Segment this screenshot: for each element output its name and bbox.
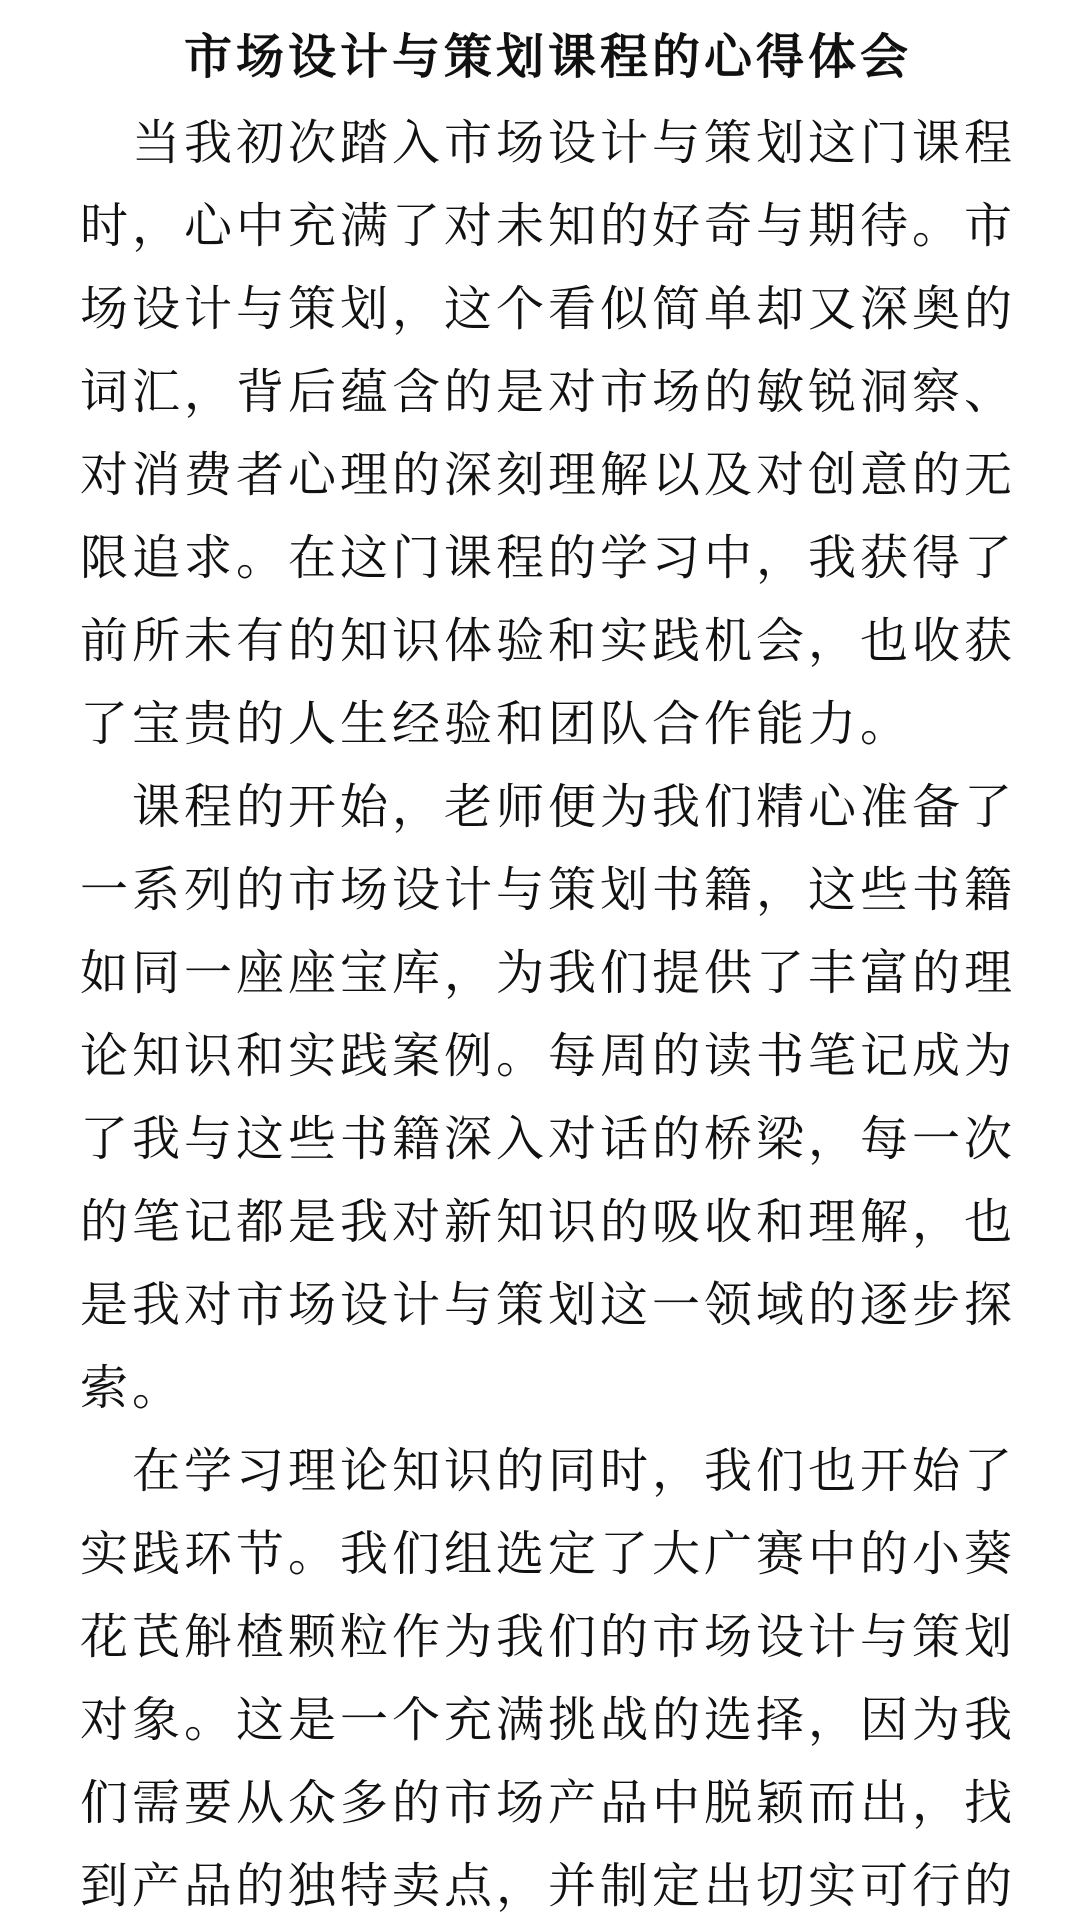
- paragraph-line: 实践环节。我们组选定了大广赛中的小葵: [80, 1526, 1016, 1582]
- paragraph-1: [80, 102, 1016, 766]
- paragraph-line: 了宝贵的人生经验和团队合作能力。: [80, 696, 913, 752]
- paragraph-line: 词汇，背后蕴含的是对市场的敏锐洞察、: [80, 364, 1016, 420]
- paragraph-line: 如同一座座宝库，为我们提供了丰富的理: [80, 945, 1016, 1001]
- paragraph-line: 场设计与策划，这个看似简单却又深奥的: [80, 281, 1016, 337]
- paragraph-line: 前所未有的知识体验和实践机会，也收获: [80, 613, 1016, 669]
- paragraph-line: 当我初次踏入市场设计与策划这门课程: [80, 115, 1016, 171]
- paragraph-line: 们需要从众多的市场产品中脱颖而出，找: [80, 1775, 1016, 1831]
- paragraph-2: [80, 766, 1016, 1430]
- paragraph-line: 了我与这些书籍深入对话的桥梁，每一次: [80, 1111, 1016, 1167]
- paragraph-line: 是我对市场设计与策划这一领域的逐步探: [80, 1277, 1016, 1333]
- paragraph-line: 时，心中充满了对未知的好奇与期待。市: [80, 198, 1016, 254]
- paragraph-line: 对消费者心理的深刻理解以及对创意的无: [80, 447, 1016, 503]
- paragraph-line: 限追求。在这门课程的学习中，我获得了: [80, 530, 1016, 586]
- paragraph-line: 在学习理论知识的同时，我们也开始了: [80, 1443, 1016, 1499]
- paragraph-line: 论知识和实践案例。每周的读书笔记成为: [80, 1028, 1016, 1084]
- paragraph-line: 对象。这是一个充满挑战的选择，因为我: [80, 1692, 1016, 1748]
- document-title: 市场设计与策划课程的心得体会: [183, 29, 912, 85]
- paragraph-line: 花芪斛楂颗粒作为我们的市场设计与策划: [80, 1609, 1016, 1665]
- paragraph-3: [80, 1430, 1016, 1928]
- paragraph-line: 索。: [80, 1360, 185, 1416]
- paragraph-line: 到产品的独特卖点，并制定出切实可行的: [80, 1858, 1016, 1914]
- paragraph-line: 课程的开始，老师便为我们精心准备了: [80, 779, 1016, 835]
- paragraph-line: 一系列的市场设计与策划书籍，这些书籍: [80, 862, 1016, 918]
- paragraph-line: 的笔记都是我对新知识的吸收和理解，也: [80, 1194, 1016, 1250]
